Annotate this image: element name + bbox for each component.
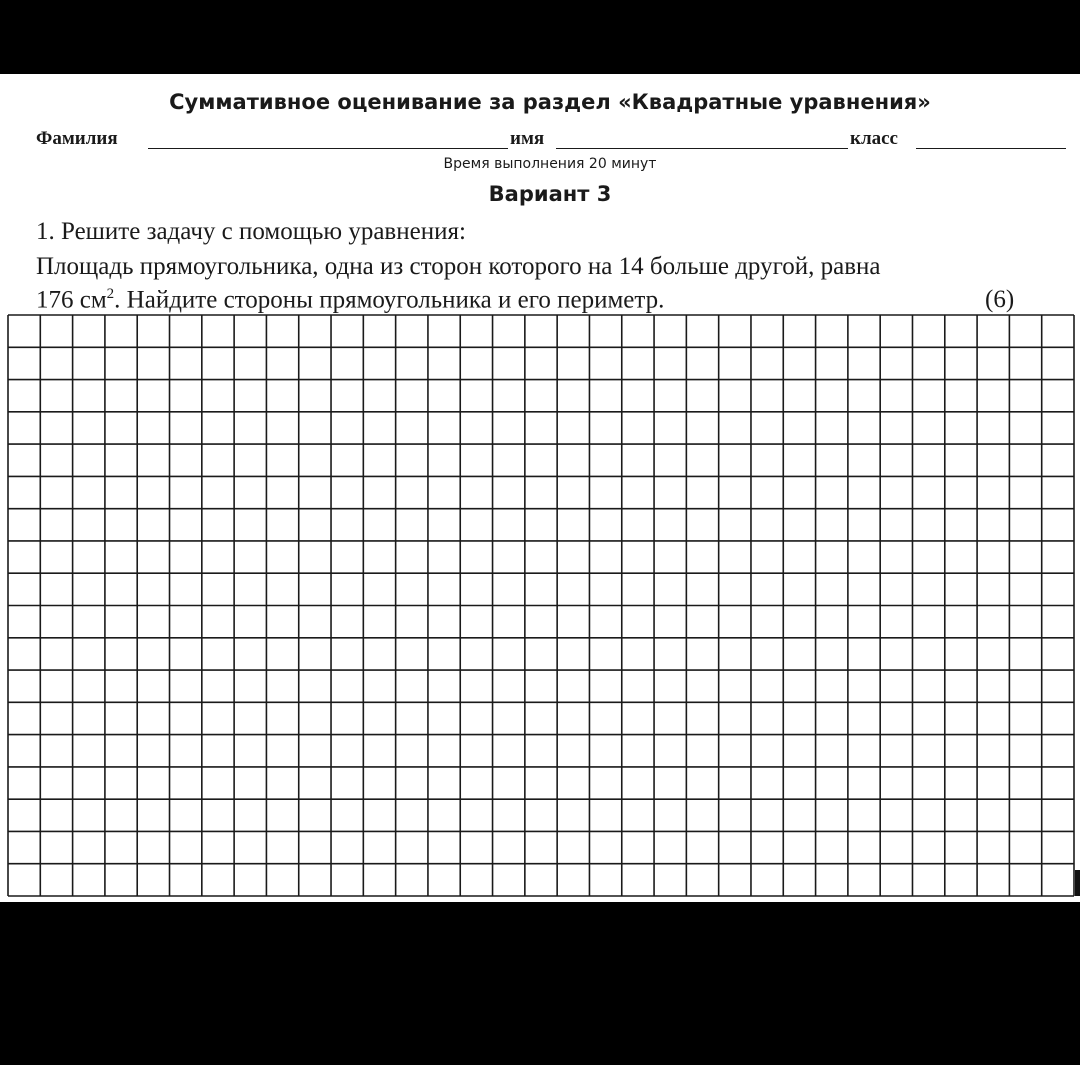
name-label: имя	[510, 128, 545, 149]
task-points: (6)	[985, 286, 1015, 313]
class-label: класс	[850, 128, 898, 149]
time-limit-text: Время выполнения 20 минут	[443, 156, 657, 172]
task-area-exponent: 2	[106, 286, 115, 302]
variant-heading: Вариант 3	[488, 182, 612, 206]
answer-grid[interactable]	[0, 74, 1080, 902]
task-heading: 1. Решите задачу с помощью уравнения:	[36, 218, 466, 245]
surname-label: Фамилия	[36, 128, 118, 149]
task-question: . Найдите стороны прямоугольника и его периметр.	[114, 286, 665, 314]
page-edge-mark	[1075, 870, 1080, 896]
worksheet-page	[0, 74, 1080, 902]
page-title: Суммативное оценивание за раздел «Квадратные уравнения»	[169, 90, 931, 114]
task-area-value: 176 см	[36, 286, 107, 314]
task-text-line-1: Площадь прямоугольника, одна из сторон которого на 14 больше другой, равна	[36, 253, 881, 280]
